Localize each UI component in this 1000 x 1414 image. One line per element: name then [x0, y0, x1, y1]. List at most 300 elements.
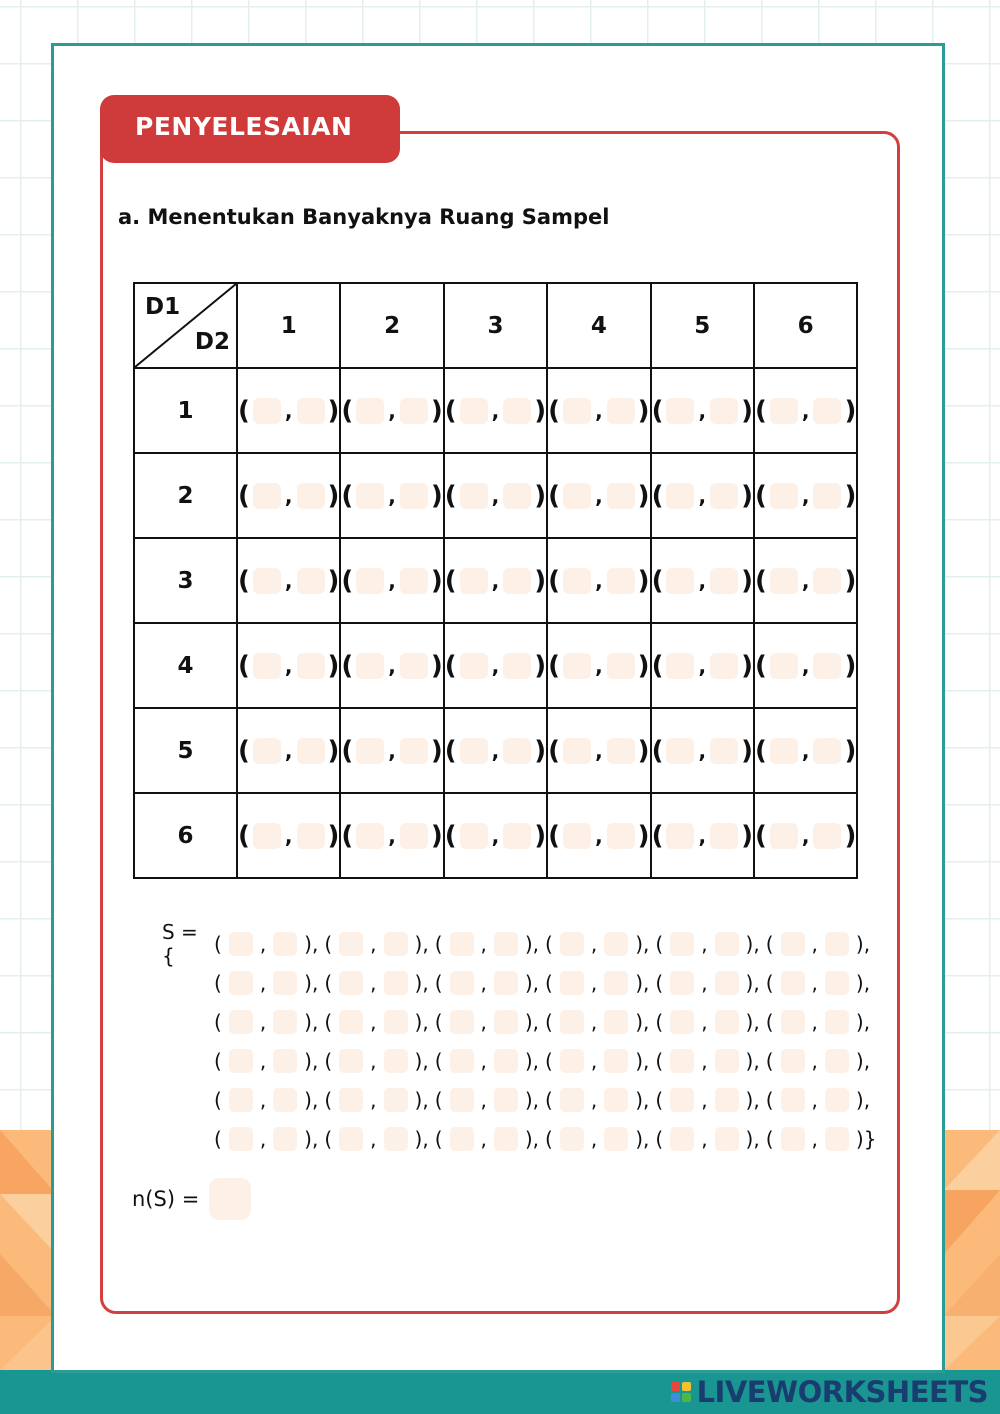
close-paren: )	[844, 395, 857, 426]
answer-box[interactable]	[715, 1088, 739, 1112]
open-paren: (	[324, 970, 333, 995]
close-paren: ),	[414, 1087, 429, 1112]
answer-box[interactable]	[503, 568, 531, 594]
answer-box[interactable]	[560, 1010, 584, 1034]
comma: ,	[701, 931, 708, 956]
comma: ,	[370, 1009, 377, 1034]
comma: ,	[388, 398, 396, 423]
answer-box[interactable]	[356, 568, 384, 594]
row-header: 2	[134, 453, 237, 538]
answer-box[interactable]	[604, 1127, 628, 1151]
answer-box[interactable]	[715, 1127, 739, 1151]
outcome-pair	[445, 736, 546, 766]
open-paren: (	[754, 565, 767, 596]
comma: ,	[370, 931, 377, 956]
answer-box[interactable]	[503, 398, 531, 424]
set-pair	[655, 1010, 765, 1034]
outcome-pair	[548, 651, 649, 681]
answer-box[interactable]	[494, 971, 518, 995]
set-pair	[214, 1049, 324, 1073]
answer-box[interactable]	[825, 1088, 849, 1112]
close-paren: ),	[855, 970, 871, 995]
answer-box[interactable]	[450, 1010, 474, 1034]
answer-box[interactable]	[494, 1049, 518, 1073]
answer-box[interactable]	[813, 398, 841, 424]
open-paren: (	[754, 650, 767, 681]
sample-space-set	[162, 919, 882, 1158]
answer-box[interactable]	[825, 1049, 849, 1073]
answer-box[interactable]	[494, 932, 518, 956]
close-paren: )	[327, 735, 340, 766]
open-paren: (	[765, 931, 774, 956]
answer-box[interactable]	[273, 971, 297, 995]
set-pair	[655, 1049, 765, 1073]
close-paren: ),	[304, 1126, 319, 1151]
comma: ,	[595, 568, 603, 593]
answer-box[interactable]	[297, 738, 325, 764]
answer-box[interactable]	[604, 1010, 628, 1034]
answer-box[interactable]	[715, 971, 739, 995]
close-paren: )	[430, 565, 443, 596]
answer-box[interactable]	[339, 1010, 363, 1034]
answer-box[interactable]	[460, 653, 488, 679]
answer-box[interactable]	[503, 653, 531, 679]
answer-box[interactable]	[563, 653, 591, 679]
answer-box[interactable]	[297, 568, 325, 594]
set-pair	[214, 1127, 324, 1151]
answer-box[interactable]	[503, 483, 531, 509]
set-pair	[766, 932, 876, 956]
outcome-pair	[238, 736, 339, 766]
outcome-pair	[652, 821, 753, 851]
answer-box[interactable]	[339, 971, 363, 995]
answer-box[interactable]	[297, 483, 325, 509]
comma: ,	[595, 483, 603, 508]
open-paren: (	[545, 1009, 553, 1034]
answer-box[interactable]	[563, 568, 591, 594]
open-paren: (	[545, 970, 553, 995]
open-paren: (	[214, 931, 222, 956]
close-paren: ),	[524, 1009, 540, 1034]
outcome-pair	[445, 821, 546, 851]
answer-box[interactable]	[607, 483, 635, 509]
open-paren: (	[341, 820, 354, 851]
row-header: 6	[134, 793, 237, 878]
comma: ,	[701, 1009, 708, 1034]
open-paren: (	[214, 1009, 222, 1034]
answer-box[interactable]	[560, 1127, 584, 1151]
answer-box[interactable]	[229, 1127, 253, 1151]
answer-box[interactable]	[710, 568, 738, 594]
answer-box[interactable]	[384, 1088, 408, 1112]
answer-box[interactable]	[460, 738, 488, 764]
answer-box[interactable]	[400, 653, 428, 679]
answer-box[interactable]	[339, 1088, 363, 1112]
table-row	[134, 708, 857, 793]
answer-box[interactable]	[813, 568, 841, 594]
answer-box[interactable]	[563, 483, 591, 509]
answer-box[interactable]	[770, 653, 798, 679]
answer-box[interactable]	[297, 398, 325, 424]
answer-box[interactable]	[273, 1049, 297, 1073]
answer-box[interactable]	[563, 398, 591, 424]
answer-box[interactable]	[253, 398, 281, 424]
answer-box[interactable]	[356, 738, 384, 764]
open-paren: (	[545, 931, 553, 956]
answer-box[interactable]	[813, 653, 841, 679]
answer-box[interactable]	[384, 1049, 408, 1073]
comma: ,	[259, 1009, 267, 1034]
answer-box[interactable]	[666, 483, 694, 509]
answer-box[interactable]	[384, 1010, 408, 1034]
answer-box[interactable]	[460, 823, 488, 849]
set-pair	[766, 971, 876, 995]
answer-box[interactable]	[494, 1010, 518, 1034]
close-paren: )	[534, 565, 547, 596]
comma: ,	[801, 398, 810, 423]
answer-box[interactable]	[297, 823, 325, 849]
answer-box[interactable]	[781, 932, 805, 956]
answer-box[interactable]	[710, 823, 738, 849]
answer-box[interactable]	[460, 483, 488, 509]
open-paren: (	[238, 395, 250, 426]
close-paren: )	[534, 650, 547, 681]
answer-box[interactable]	[604, 971, 628, 995]
comma: ,	[480, 970, 487, 995]
answer-box[interactable]	[825, 971, 849, 995]
answer-box[interactable]	[253, 483, 281, 509]
close-paren: ),	[635, 970, 650, 995]
open-paren: (	[651, 565, 664, 596]
answer-box[interactable]	[356, 398, 384, 424]
close-paren: )	[327, 650, 340, 681]
comma: ,	[811, 1009, 818, 1034]
brand-name: LIVEWORKSHEETS	[696, 1375, 988, 1409]
open-paren: (	[651, 395, 664, 426]
outcome-cell	[754, 623, 857, 708]
answer-box[interactable]	[229, 971, 253, 995]
answer-box[interactable]	[384, 971, 408, 995]
comma: ,	[259, 1048, 267, 1073]
outcome-pair	[755, 481, 856, 511]
answer-box[interactable]	[229, 1088, 253, 1112]
outcome-pair	[238, 651, 339, 681]
close-paren: ),	[524, 1087, 540, 1112]
answer-box[interactable]	[384, 932, 408, 956]
close-paren: ),	[414, 1009, 429, 1034]
close-paren: )	[741, 650, 753, 681]
comma: ,	[811, 931, 818, 956]
answer-box[interactable]	[781, 1010, 805, 1034]
set-pair	[214, 971, 324, 995]
row-header: 1	[134, 368, 237, 453]
answer-box[interactable]	[670, 1088, 694, 1112]
close-paren: )	[430, 395, 443, 426]
answer-box[interactable]	[715, 1010, 739, 1034]
answer-box[interactable]	[273, 1088, 297, 1112]
set-line	[162, 1119, 882, 1158]
set-pair	[766, 1088, 876, 1112]
table-row	[134, 623, 857, 708]
comma: ,	[811, 1126, 818, 1151]
comma: ,	[370, 1126, 377, 1151]
answer-box[interactable]	[715, 932, 739, 956]
answer-box[interactable]	[666, 823, 694, 849]
answer-box[interactable]	[273, 1010, 297, 1034]
open-paren: (	[765, 1009, 774, 1034]
answer-box[interactable]	[813, 483, 841, 509]
row-header: 4	[134, 623, 237, 708]
comma: ,	[698, 653, 707, 678]
open-paren: (	[545, 1087, 553, 1112]
outcome-pair	[445, 396, 546, 426]
close-paren: )	[741, 735, 753, 766]
outcome-pair	[755, 821, 856, 851]
answer-box[interactable]	[666, 398, 694, 424]
answer-box[interactable]	[781, 1049, 805, 1073]
set-pair	[766, 1127, 883, 1151]
column-header: 2	[340, 283, 443, 368]
answer-box[interactable]	[356, 653, 384, 679]
answer-box[interactable]	[450, 1049, 474, 1073]
outcome-pair	[548, 736, 649, 766]
answer-box[interactable]	[253, 823, 281, 849]
answer-box[interactable]	[607, 653, 635, 679]
answer-box[interactable]	[384, 1127, 408, 1151]
outcome-cell	[237, 623, 340, 708]
answer-box[interactable]	[460, 568, 488, 594]
answer-box[interactable]	[460, 398, 488, 424]
close-paren: )	[741, 480, 753, 511]
close-paren: )	[534, 820, 547, 851]
close-paren: ),	[745, 1087, 760, 1112]
answer-box[interactable]	[710, 398, 738, 424]
answer-box[interactable]	[563, 738, 591, 764]
answer-box[interactable]	[273, 1127, 297, 1151]
answer-box[interactable]	[710, 738, 738, 764]
answer-box[interactable]	[825, 1127, 849, 1151]
open-paren: (	[655, 970, 664, 995]
comma: ,	[480, 1009, 487, 1034]
close-paren: )	[430, 735, 443, 766]
outcome-pair	[652, 481, 753, 511]
answer-box[interactable]	[710, 483, 738, 509]
close-paren: ),	[635, 931, 650, 956]
set-line	[162, 963, 882, 1002]
comma: ,	[388, 738, 396, 763]
answer-box[interactable]	[770, 483, 798, 509]
answer-box[interactable]	[710, 653, 738, 679]
close-paren: ),	[524, 1048, 540, 1073]
answer-box[interactable]	[770, 398, 798, 424]
set-pair	[324, 1010, 434, 1034]
answer-box[interactable]	[229, 1010, 253, 1034]
open-paren: (	[214, 1087, 222, 1112]
outcome-pair	[652, 651, 753, 681]
open-paren: (	[754, 480, 767, 511]
answer-box[interactable]	[607, 738, 635, 764]
set-pair	[545, 932, 655, 956]
answer-box[interactable]	[494, 1088, 518, 1112]
answer-box[interactable]	[670, 1127, 694, 1151]
comma: ,	[801, 738, 810, 763]
set-pair	[214, 1010, 324, 1034]
answer-box[interactable]	[503, 823, 531, 849]
answer-box[interactable]	[770, 738, 798, 764]
open-paren: (	[434, 1048, 443, 1073]
close-paren: ),	[304, 1009, 319, 1034]
open-paren: (	[238, 735, 250, 766]
brand-logo[interactable]	[671, 1372, 988, 1412]
answer-box[interactable]	[781, 971, 805, 995]
answer-box[interactable]	[400, 738, 428, 764]
column-header: 1	[237, 283, 340, 368]
outcome-cell	[444, 538, 547, 623]
answer-box[interactable]	[607, 398, 635, 424]
answer-box[interactable]	[560, 932, 584, 956]
answer-box[interactable]	[339, 1049, 363, 1073]
answer-box[interactable]	[450, 971, 474, 995]
answer-box[interactable]	[297, 653, 325, 679]
set-pair	[324, 932, 434, 956]
answer-box[interactable]	[825, 1010, 849, 1034]
comma: ,	[811, 970, 818, 995]
answer-box[interactable]	[400, 568, 428, 594]
answer-box[interactable]	[494, 1127, 518, 1151]
answer-box[interactable]	[356, 483, 384, 509]
comma: ,	[698, 398, 707, 423]
close-paren: ),	[745, 1009, 760, 1034]
open-paren: (	[655, 931, 664, 956]
open-paren: (	[545, 1126, 553, 1151]
answer-box[interactable]	[400, 398, 428, 424]
outcome-cell	[340, 623, 443, 708]
close-paren: ),	[635, 1009, 650, 1034]
set-pair	[435, 1049, 545, 1073]
answer-box[interactable]	[229, 932, 253, 956]
outcome-cell	[340, 538, 443, 623]
set-line	[162, 1041, 882, 1080]
close-paren: )	[327, 395, 340, 426]
answer-box[interactable]	[670, 1049, 694, 1073]
open-paren: (	[238, 480, 250, 511]
answer-box[interactable]	[770, 823, 798, 849]
answer-box[interactable]	[560, 971, 584, 995]
set-prefix: S = {	[162, 919, 198, 968]
answer-box[interactable]	[503, 738, 531, 764]
outcome-pair	[548, 821, 649, 851]
open-paren: (	[434, 970, 443, 995]
set-pair	[655, 1127, 765, 1151]
answer-box[interactable]	[813, 738, 841, 764]
close-paren: )	[430, 480, 443, 511]
answer-box[interactable]	[670, 932, 694, 956]
set-line	[162, 1080, 882, 1119]
answer-box[interactable]	[253, 653, 281, 679]
answer-box[interactable]	[666, 568, 694, 594]
answer-box[interactable]	[825, 932, 849, 956]
comma: ,	[480, 1048, 487, 1073]
close-paren: ),	[304, 1087, 319, 1112]
open-paren: (	[754, 735, 767, 766]
section-subtitle: a. Menentukan Banyaknya Ruang Sampel	[118, 205, 610, 229]
answer-box[interactable]	[273, 932, 297, 956]
comma: ,	[370, 970, 377, 995]
answer-box[interactable]	[770, 568, 798, 594]
answer-box[interactable]	[253, 738, 281, 764]
open-paren: (	[548, 650, 561, 681]
open-paren: (	[548, 395, 561, 426]
answer-box[interactable]	[607, 823, 635, 849]
answer-box[interactable]	[229, 1049, 253, 1073]
table-header-row	[134, 283, 857, 368]
outcome-cell	[340, 708, 443, 793]
comma: ,	[801, 568, 810, 593]
answer-box[interactable]	[715, 1049, 739, 1073]
answer-box[interactable]	[781, 1127, 805, 1151]
answer-box[interactable]	[666, 653, 694, 679]
column-header: 5	[651, 283, 754, 368]
set-pair	[214, 932, 324, 956]
comma: ,	[698, 823, 707, 848]
open-paren: (	[341, 480, 354, 511]
comma: ,	[388, 483, 396, 508]
open-paren: (	[651, 480, 664, 511]
answer-box[interactable]	[253, 568, 281, 594]
answer-box[interactable]	[560, 1049, 584, 1073]
open-paren: (	[548, 565, 561, 596]
answer-box[interactable]	[604, 1088, 628, 1112]
comma: ,	[370, 1048, 377, 1073]
answer-box[interactable]	[400, 483, 428, 509]
sample-count-answer-box[interactable]	[209, 1178, 251, 1220]
answer-box[interactable]	[339, 932, 363, 956]
outcome-cell	[651, 368, 754, 453]
answer-box[interactable]	[666, 738, 694, 764]
close-paren: )	[430, 820, 443, 851]
close-paren: )	[844, 820, 857, 851]
set-line	[162, 919, 882, 968]
answer-box[interactable]	[670, 971, 694, 995]
answer-box[interactable]	[400, 823, 428, 849]
outcome-cell	[547, 793, 650, 878]
comma: ,	[491, 653, 500, 678]
answer-box[interactable]	[607, 568, 635, 594]
answer-box[interactable]	[560, 1088, 584, 1112]
open-paren: (	[324, 931, 333, 956]
outcome-cell	[754, 538, 857, 623]
answer-box[interactable]	[670, 1010, 694, 1034]
answer-box[interactable]	[604, 1049, 628, 1073]
answer-box[interactable]	[450, 1088, 474, 1112]
answer-box[interactable]	[781, 1088, 805, 1112]
comma: ,	[590, 1126, 598, 1151]
answer-box[interactable]	[339, 1127, 363, 1151]
comma: ,	[480, 1087, 487, 1112]
set-pair	[324, 1049, 434, 1073]
answer-box[interactable]	[604, 932, 628, 956]
set-pair	[766, 1049, 876, 1073]
answer-box[interactable]	[356, 823, 384, 849]
outcome-cell	[754, 368, 857, 453]
close-paren: ),	[524, 1126, 540, 1151]
answer-box[interactable]	[450, 932, 474, 956]
answer-box[interactable]	[813, 823, 841, 849]
table-row	[134, 793, 857, 878]
answer-box[interactable]	[450, 1127, 474, 1151]
answer-box[interactable]	[563, 823, 591, 849]
set-pair	[435, 1127, 545, 1151]
